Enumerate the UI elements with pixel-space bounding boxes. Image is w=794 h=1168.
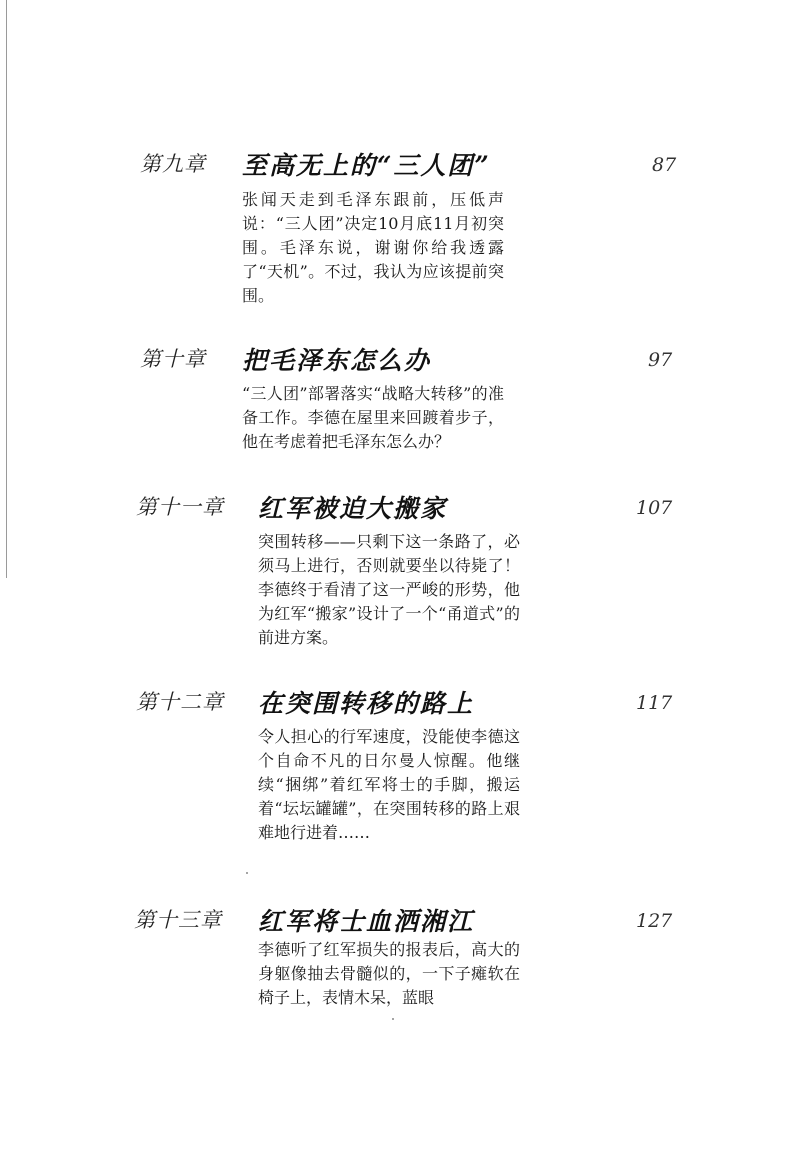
chapter-title: 在突围转移的路上 — [258, 689, 475, 718]
chapter-summary: 张闻天走到毛泽东跟前，压低声说：“三人团”决定10月底11月初突围。毛泽东说，谢谢你给我透露了“天机”。不过，我认为应该提前突围。 — [242, 190, 504, 305]
chapter-label: 第十二章 — [136, 690, 224, 714]
chapter-label: 第九章 — [140, 152, 206, 176]
page-number: 117 — [636, 692, 673, 714]
chapter-title: 把毛泽东怎么办 — [242, 346, 432, 375]
chapter-title: 红军将士血洒湘江 — [258, 907, 475, 936]
print-speck — [246, 872, 248, 874]
chapter-label: 第十三章 — [134, 908, 222, 932]
page-number: 87 — [652, 154, 677, 176]
chapter-title: 红军被迫大搬家 — [258, 494, 448, 523]
page-number: 127 — [636, 910, 673, 932]
chapter-summary: 令人担心的行军速度，没能使李德这个自命不凡的日尔曼人惊醒。他继续“捆绑”着红军将士的手脚，搬运着“坛坛罐罐”，在突围转移的路上艰难地行进着…… — [258, 727, 520, 842]
chapter-label: 第十一章 — [136, 495, 224, 519]
page-edge-line — [6, 0, 7, 578]
chapter-summary: 突围转移——只剩下这一条路了，必须马上进行，否则就要坐以待毙了！李德终于看清了这一严峻的形势，他为红军“搬家”设计了一个“甬道式”的前进方案。 — [258, 532, 520, 647]
print-speck — [392, 1018, 394, 1020]
page-number: 97 — [648, 349, 673, 371]
chapter-label: 第十章 — [140, 347, 206, 371]
chapter-summary: 李德听了红军损失的报表后，高大的身躯像抽去骨髓似的，一下子瘫软在椅子上，表情木呆，蓝眼 — [258, 940, 520, 1007]
chapter-summary: “三人团”部署落实“战略大转移”的准备工作。李德在屋里来回踱着步子，他在考虑着把毛泽东怎么办？ — [242, 384, 504, 451]
page-number: 107 — [636, 497, 673, 519]
chapter-title: 至高无上的“三人团” — [242, 151, 491, 180]
